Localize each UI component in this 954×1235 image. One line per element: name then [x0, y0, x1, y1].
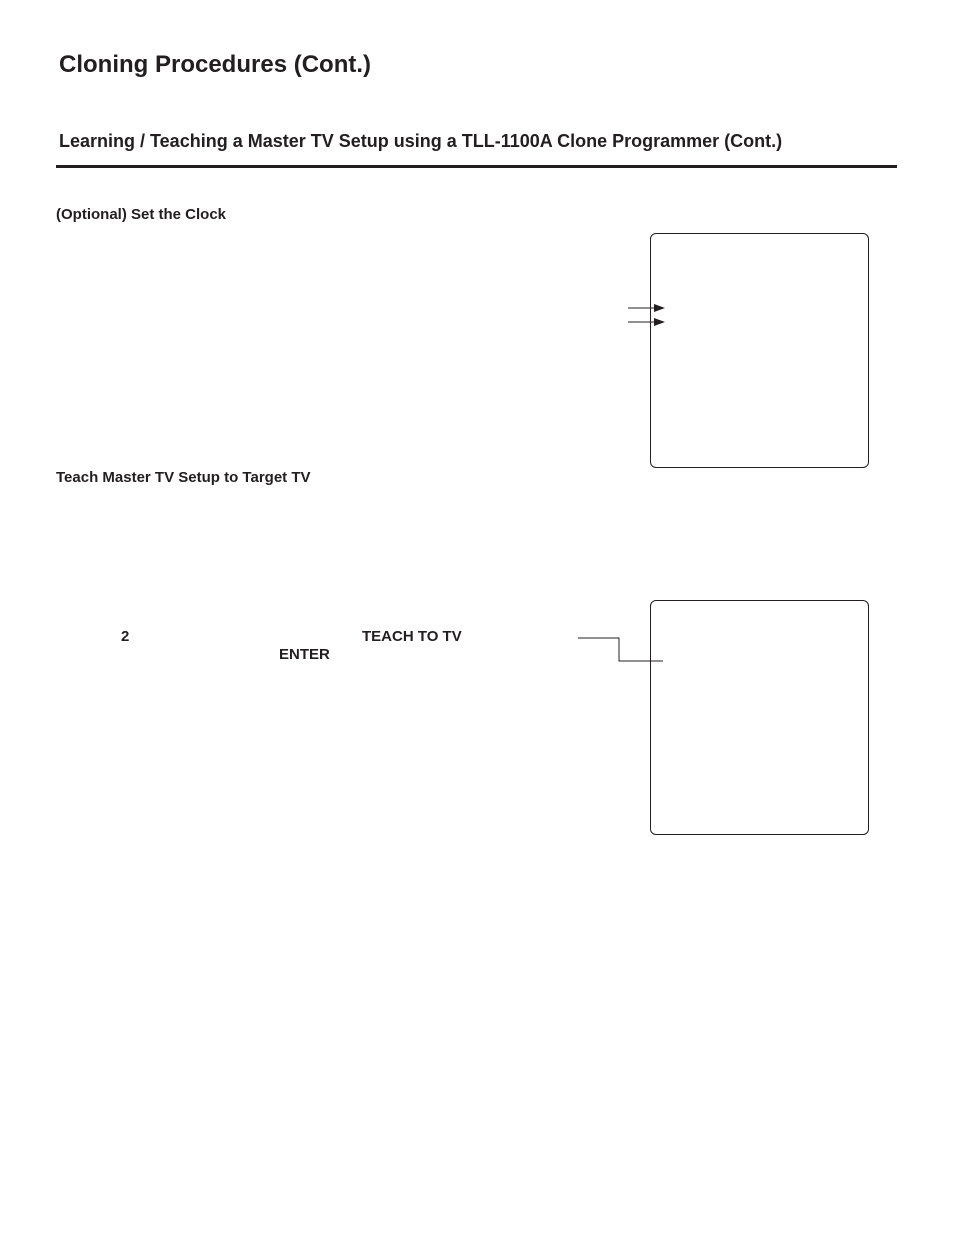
enter-key-label: ENTER — [279, 646, 330, 663]
clock-screen-illustration — [650, 233, 869, 468]
teach-section-heading: Teach Master TV Setup to Target TV — [56, 469, 311, 486]
step-number: 2 — [121, 628, 130, 645]
teach-to-tv-label: TEACH TO TV — [362, 628, 462, 645]
clock-section-heading: (Optional) Set the Clock — [56, 206, 227, 223]
section-divider — [56, 165, 897, 168]
teach-screen-illustration — [650, 600, 869, 835]
page-title: Cloning Procedures (Cont.) — [59, 51, 371, 78]
section-title: Learning / Teaching a Master TV Setup using a TLL-1100A Clone Programmer (Cont.) — [59, 131, 783, 151]
